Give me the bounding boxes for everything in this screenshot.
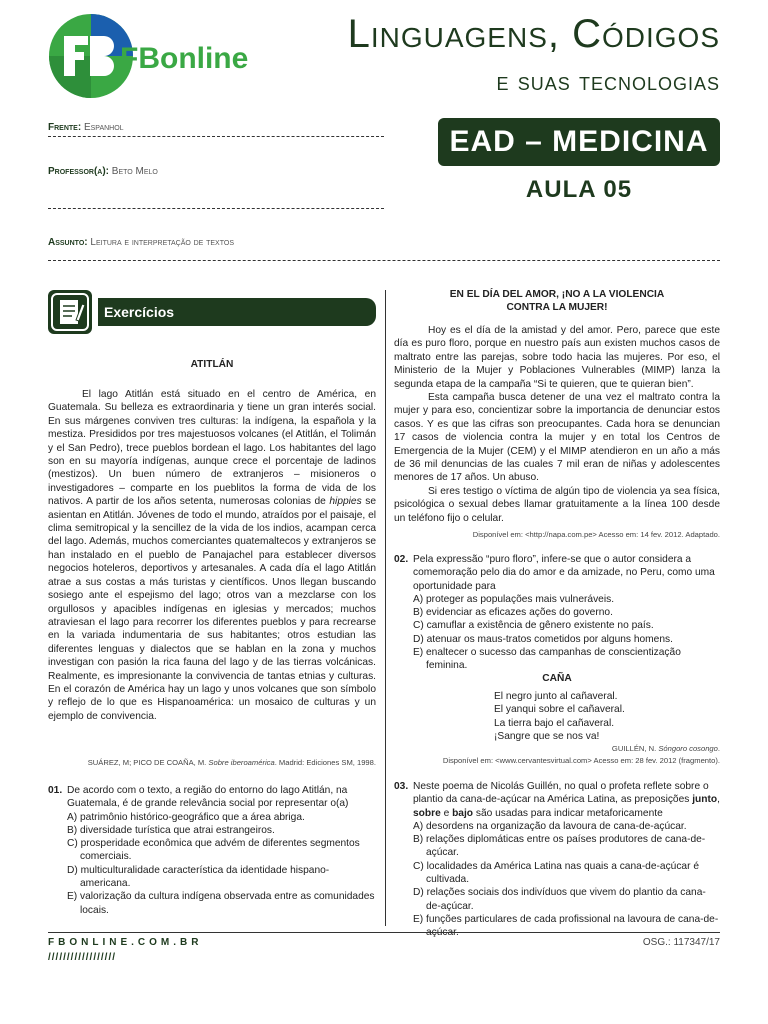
option-c[interactable]: C) prosperidade econômica que advém de diferentes segmentos comerciais. <box>67 838 360 863</box>
question-stem: Pela expressão “puro floro”, infere-se que o autor considera a comemoração pelo dia do amor e da amizade, no Peru, como uma oportunidade para <box>413 554 715 592</box>
option-d[interactable]: D) relações sociais dos indivíduos que vivem do plantio da cana-de-açúcar. <box>413 887 706 912</box>
question-01 <box>48 784 376 917</box>
poem-line: El yanqui sobre el cañaveral. <box>494 704 625 716</box>
text-title-atitlan: ATITLÁN <box>190 359 234 370</box>
footer-osg <box>643 937 720 948</box>
question-number: 01. <box>48 785 63 796</box>
assunto-value: Leitura e interpretação de textos <box>90 237 234 248</box>
option-a[interactable]: A) patrimônio histórico-geográfico que a área abriga. <box>67 811 305 823</box>
poem-line: El negro junto al cañaveral. <box>494 691 618 702</box>
page-subtitle: e suas tecnologias <box>496 66 720 96</box>
poem-title: CAÑA <box>542 673 572 684</box>
assunto-row <box>48 237 384 248</box>
source-amor: Disponível em: <http://napa.com.pe> Acesso em: 14 fev. 2012. Adaptado. <box>472 530 720 539</box>
question-03 <box>394 780 720 940</box>
frente-label: Frente: <box>48 122 82 133</box>
option-a[interactable]: A) desordens na organização da lavoura de cana-de-açúcar. <box>413 820 687 832</box>
question-stem: De acordo com o texto, a região do entorno do lago Atitlán, na Guatemala, é de grande relevância social por representar o(a) <box>67 785 349 810</box>
document-pencil-icon <box>48 290 92 334</box>
poem <box>494 690 720 744</box>
assunto-label: Assunto: <box>48 237 88 248</box>
option-d[interactable]: D) atenuar os maus-tratos cometidos por alguns homens. <box>413 633 673 645</box>
text-title-amor: EN EL DÍA DEL AMOR, ¡NO A LA VIOLENCIA CONTRA LA MUJER! <box>449 289 665 313</box>
atitlan-paragraph: El lago Atitlán está situado en el centro de América, en Guatemala. Su belleza es extraordinaria y tiene un gran interés social. En sus márgenes conviven tres culturas: la indígena, la española y la mestiza. Presididos por tres majestuosos volcanes (el Atitlán, el Tolimán y el San Pedro), trece pueblos bordean el lago. Los habitantes del lago son en su mayoría indígenas, aunque crece el porcentaje de ladinos (mestizos). Un buen número de extranjeros – misioneros o investigadores – comparte en los pueblitos la forma de vida de los nativos. A partir de los años setenta, numerosas colonias de hippies se asientan en Atitlán. Jóvenes de todo el mundo, atraídos por el paisaje, el clima semitropical y la sencillez de la vida de los indios, acampan cerca del lago. Además, muchos comerciantes quatemaltecos y extranjeros se han instalado en el pueblo de Panajachel para establecer diversos negocios hoteleros, deportivos y artesanales. A cada día el lago Atitlán atrae a sus costas a más turistas y científicos. Unos llegan buscando sosiego ante el espejismo del lago; otros van a mezclarse con los orgullosos y apacibles indígenas en iglesias y mercados; muchos atraviesan el lago para recorrer los diferentes pueblos y para recrearse en la variada indumentaria de sus habitantes; otros estudian las diferentes lenguas y dialectos que se hablan en la zona y muchos investigan con pasión la rica fauna del lago y de las tierras volcánicas. Realmente, es impresionante la convivencia de tantas etnias y culturas. En el corazón de América hay un lago y unos volcanes que son símbolo y reflejo de lo que es Hispanoamérica: un mosaico de culturas y un ejemplo de convivencia. <box>48 389 377 722</box>
option-d[interactable]: D) multiculturalidade característica da identidade hispano-americana. <box>67 864 330 890</box>
logo-text: FBonline <box>120 42 249 75</box>
column-divider <box>385 290 386 926</box>
option-c[interactable]: C) localidades da América Latina nas quais a cana-de-açúcar é cultivada. <box>413 860 699 886</box>
footer-divider <box>48 932 720 933</box>
option-b[interactable]: B) relações diplomáticas entre os países produtores de cana-de-açúcar. <box>413 834 706 859</box>
option-e[interactable]: E) funções particulares de cada profissional na lavoura de cana-de-açúcar. <box>413 913 719 939</box>
question-stem: Neste poema de Nicolás Guillén, no qual o profeta reflete sobre o plantio da cana-de-açúcar na América Latina, as preposições junto, sobre e bajo são usadas para indicar metaforicamente <box>413 781 720 819</box>
amor-text: Hoy es el día de la amistad y del amor. Pero, parece que este día es puro floro, porque en nuestro país aun existen muchos casos de maltrato entre las parejas, sobre todo hacia las mujeres. Por eso, el Ministerio de la Mujer y Poblaciones Vulnerables (MIMP) lanza la segunda etapa de la campaña “Si te quieren, que te quieran bien”. Esta campaña busca detener de una vez el maltrato contra la mujer y para eso, concientizar sobre la importancia de denunciar estos casos. Y es que las cifras son preocupantes. Cada hora se denuncian 17 casos de violencia contra la mujer y en total los Centros de Emergencia de la Mujer (CEM) y el MIMP atendieron en un año a más de 36 mil denuncias de las cuales 7 mil eran de niñas y adolescentes menores de 17 años. Un abuso. Si eres testigo o víctima de algún tipo de violencia ya sea física, psicológica o sexual debes llamar gratuitamente a la línea 100 desde un teléfono fijo o celular. <box>394 325 720 524</box>
option-e[interactable]: E) valorização da cultura indígena observada entre as comunidades locais. <box>67 891 375 916</box>
option-b[interactable]: B) diversidade turística que atrai estrangeiros. <box>67 824 275 836</box>
poem-line: La tierra bajo el cañaveral. <box>494 717 615 729</box>
option-b[interactable]: B) evidenciar as eficazes ações do governo. <box>413 607 613 619</box>
source-atitlan: SUÁREZ, M; PICO DE COAÑA, M. Sobre iberoamérica. Madrid: Ediciones SM, 1998. <box>87 758 376 767</box>
header-divider <box>48 260 720 261</box>
professor-label: Professor(a): <box>48 166 109 177</box>
exercises-header <box>48 290 376 334</box>
question-number: 03. <box>394 781 409 792</box>
page-title: Linguagens, Códigos <box>347 12 720 56</box>
question-number: 02. <box>394 554 409 565</box>
frente-row <box>48 122 384 137</box>
option-e[interactable]: E) enaltecer o sucesso das campanhas de conscientização feminina. <box>413 647 681 672</box>
footer-decoration: ////////////////// <box>48 952 117 963</box>
osg-label: OSG.: <box>642 937 671 948</box>
question-02 <box>394 553 720 673</box>
exercises-title: Exercícios <box>98 298 376 326</box>
osg-value: 117347/17 <box>673 937 720 948</box>
frente-value: Espanhol <box>83 122 124 133</box>
poem-line: ¡Sangre que se nos va! <box>494 731 600 743</box>
footer-site-link[interactable]: FBONLINE.COM.BR <box>48 937 203 948</box>
professor-value: Beto Melo <box>111 166 158 177</box>
professor-row <box>48 166 384 209</box>
source-poem: Disponível em: <www.cervantesvirtual.com> Acesso em: 28 fev. 2012 (fragmento). <box>442 756 720 765</box>
fbonline-logo[interactable] <box>46 12 249 102</box>
course-badge: EAD – MEDICINA <box>438 118 720 166</box>
option-a[interactable]: A) proteger as populações mais vulneráveis. <box>413 593 615 605</box>
lesson-number: AULA 05 <box>525 176 633 203</box>
poem-author: GUILLÉN, N. Sóngoro cosongo. <box>611 744 720 753</box>
option-c[interactable]: C) camuflar a existência de gênero existente no país. <box>413 620 654 632</box>
